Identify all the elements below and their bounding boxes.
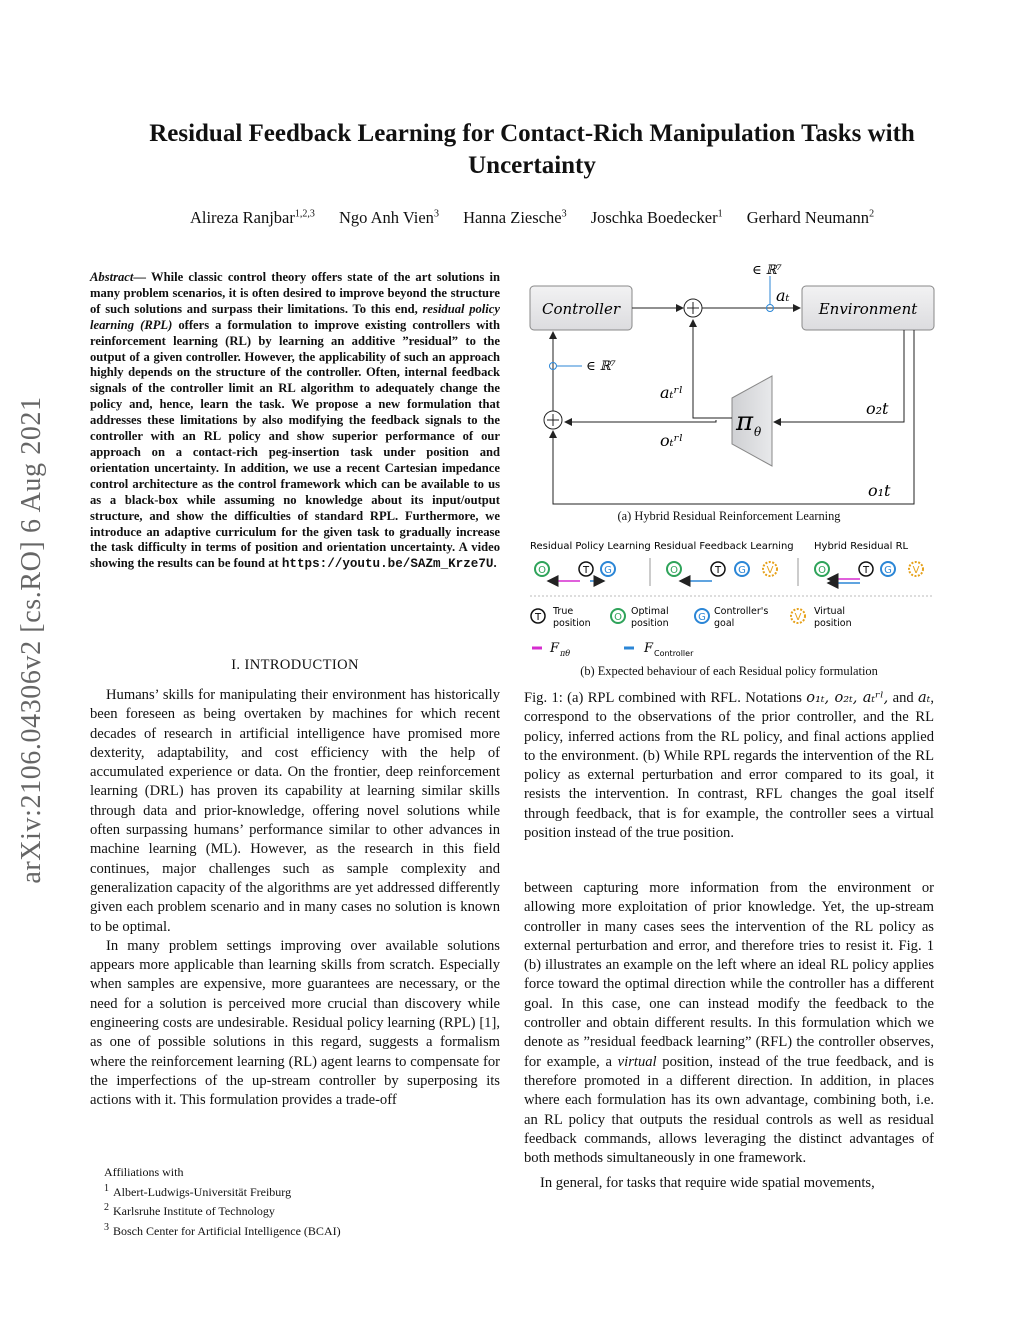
author: Alireza Ranjbar$^{1,2,3}$ (189, 208, 315, 227)
svg-text:Controller: Controller (654, 649, 694, 658)
abstract: Abstract— While classic control theory offers state of the art solutions in many problem scenarios, it is often desired to improve beyond the structure of such solutions and surpass their limitations. To this end, residual policy learning (RPL) offers a formulation to improve existing controllers with reinforcement learning (RL) by learning an additive ”residual” to the output of a given controller. However, the applicability of such an approach highly depends on the structure of the controller. Often, internal feedback signals of the controller limit an RL algorithm to adequately change the policy and, hence, learn the task. We propose a new formulation that addresses these limitations by also modifying the feedback signals to the controller with an RL policy and show superior performance of our approach on a contact-rich peg-insertion task under position and orientation uncertainty. In addition, we use a recent Cartesian impedance control architecture as the control framework which can be available to us as a black-box while assuming no knowledge about its input/output structure, and show the difficulties of standard RPL. Furthermore, we introduce an adaptive curriculum for the given task to gradually increase the task difficulty in terms of position and orientation uncertainty. A video showing the results can be found at https://youtu.be/SAZm_Krze7U. (90, 270, 501, 572)
svg-text:T: T (534, 612, 542, 623)
o2-label: o₂t (866, 399, 889, 418)
svg-text:position: position (553, 618, 591, 629)
figure-1-caption: Fig. 1: (a) RPL combined with RFL. Notations o₁ₜ, o₂ₜ, aₜʳˡ, and aₜ, correspond to the observations of the prior controller, and the RL policy, inferred actions from the RL policy, and final actions applied to the environment. (b) While RPL regards the intervention of the RL policy as external perturbation and error compared to its goal, it resists the intervention. In contrast, RFL changes the goal itself through feedback, that is for example, the controller sees a virtual position instead of the true position. (524, 689, 934, 842)
author: Joschka Boedecker$^1$ (590, 208, 723, 227)
paragraph: In many problem settings improving over available solutions appears more applicable than learning skills from scratch. Especially when samples are expensive, more guarantees are necessary, or the need for a solution is perceived more crucial than discovery while engineering costs are undesirable. Residual policy learning (RPL) [1], as one of possible solutions in this regard, suggests a formalism where the reinforcement learning (RL) agent learns to compensate for the imperfections of the up-stream controller by superposing its actions with it. This formulation provides a trade-off (90, 937, 500, 1109)
svg-text:O: O (818, 565, 826, 576)
svg-text:O: O (670, 565, 678, 576)
section-heading: I. INTRODUCTION (231, 657, 359, 673)
svg-text:Controller's: Controller's (714, 606, 769, 617)
svg-text:goal: goal (714, 618, 735, 629)
svg-text:πθ: πθ (560, 649, 571, 658)
paragraph: between capturing more information from the environment or allowing more exploitation of prior knowledge. Yet, the up-stream controller in many cases sees the intervention of the RL policy as external perturbation and error, and therefore tries to resist it. Fig. 1 (b) illustrates an example on the left where an ideal RL policy applies force toward the optimal direction while the controller has a different goal. In this case, one can instead modify the feedback to the controller and obtain different results. In this formulation which we denote as ”residual feedback learning” (RFL) the controller observes, for example, a virtual position, instead of the true feedback, and is therefore promoted in a different direction. In addition, in places where each formulation has its own advantage, combining both, i.e. an RL policy that outputs the residual controls as well as residual feedback commands, allows leveraging the distinct advantages of both methods simultaneously in one framework. (524, 880, 934, 1167)
svg-text:V: V (766, 565, 774, 576)
svg-text:G: G (884, 565, 892, 576)
rpl-example (535, 562, 615, 581)
header-hybrid: Hybrid Residual RL (814, 541, 909, 552)
svg-text:Virtual: Virtual (814, 606, 846, 617)
r7-left-label: ∈ ℝ⁷ (586, 359, 616, 374)
legend-force-policy (532, 641, 570, 658)
paper-title (70, 118, 994, 182)
hybrid-example (815, 562, 923, 583)
svg-text:position: position (814, 618, 852, 629)
affiliation-item: $^1$ Albert-Ludwigs-Universität Freiburg (104, 1182, 292, 1199)
o1-label: o₁t (868, 481, 891, 500)
video-link[interactable]: https://youtu.be/SAZm_Krze7U (281, 557, 494, 572)
right-column-text (524, 879, 934, 1194)
affiliations (90, 1165, 500, 1239)
affiliation-item: $^3$ Bosch Center for Artificial Intelligence (BCAI) (104, 1221, 341, 1238)
title-line-1: Residual Feedback Learning for Contact-Rich Manipulation Tasks with (149, 120, 915, 147)
title-line-2: Uncertainty (468, 152, 596, 179)
a-rl-label: aₜʳˡ (660, 383, 683, 402)
svg-text:T: T (582, 565, 590, 576)
figure-1a-diagram (520, 258, 940, 528)
rfl-example (667, 562, 777, 581)
svg-text:O: O (538, 565, 546, 576)
legend-optimal-position (611, 606, 669, 629)
svg-text:O: O (614, 612, 622, 623)
svg-text:V: V (794, 612, 802, 623)
introduction-text (90, 686, 500, 1111)
author-list (70, 208, 994, 228)
figure-1a-caption: (a) Hybrid Residual Reinforcement Learning (617, 509, 841, 523)
legend-virtual-position (791, 606, 852, 629)
r7-top-label: ∈ ℝ⁷ (752, 263, 782, 278)
author: Hanna Ziesche$^3$ (463, 208, 567, 227)
header-rpl: Residual Policy Learning (530, 541, 651, 552)
policy-theta: θ (754, 425, 762, 439)
svg-text:Optimal: Optimal (631, 606, 669, 617)
o-rl-label: oₜʳˡ (660, 431, 684, 450)
paragraph: In general, for tasks that require wide spatial movements, (540, 1175, 875, 1192)
svg-text:G: G (698, 612, 706, 623)
svg-text:V: V (912, 565, 920, 576)
svg-text:position: position (631, 618, 669, 629)
arxiv-id-text: arXiv:2106.04306v2 [cs.RO] 6 Aug 2021 (16, 396, 47, 884)
svg-text:G: G (738, 565, 746, 576)
author: Gerhard Neumann$^2$ (746, 208, 875, 227)
svg-text:T: T (714, 565, 722, 576)
legend-true-position (531, 606, 591, 629)
environment-label: Environment (818, 300, 918, 318)
figure-1b-diagram (524, 536, 938, 664)
arxiv-identifier (12, 396, 52, 884)
controller-label: Controller (541, 300, 621, 318)
author: Ngo Anh Vien$^3$ (338, 208, 439, 227)
legend-force-controller (624, 641, 694, 658)
svg-text:True: True (553, 606, 574, 617)
paragraph: Humans’ skills for manipulating their environment has historically been foreseen as being overtaken by machines for which recent decades of research in artificial intelligence have promised more dexterity, adaptability, and cost efficiency with the help of accumulated experience or data. On the frontier, deep reinforcement learning (DRL) has proven its capability at learning similar skills through data and prior-knowledge, offering novel solutions while often surpassing humans’ performance similar to other advances in machine learning (ML). However, as the research in this field continues, major challenges such as sample complexity and generalization capacity of the algorithms are yet addressed differently given each problem scenario and in many cases no solution is known to be optimal. (90, 687, 500, 935)
header-rfl: Residual Feedback Learning (654, 541, 794, 552)
svg-text:F: F (550, 641, 560, 656)
svg-text:F: F (644, 641, 654, 656)
policy-pi: π (736, 407, 754, 437)
svg-text:T: T (862, 565, 870, 576)
affiliation-item: $^2$ Karlsruhe Institute of Technology (104, 1202, 275, 1218)
affiliations-heading: Affiliations with (104, 1165, 184, 1179)
figure-1b-caption: (b) Expected behaviour of each Residual policy formulation (580, 664, 878, 678)
svg-text:G: G (604, 565, 612, 576)
legend-controller-goal (695, 606, 768, 629)
a-t-label: aₜ (776, 286, 790, 305)
